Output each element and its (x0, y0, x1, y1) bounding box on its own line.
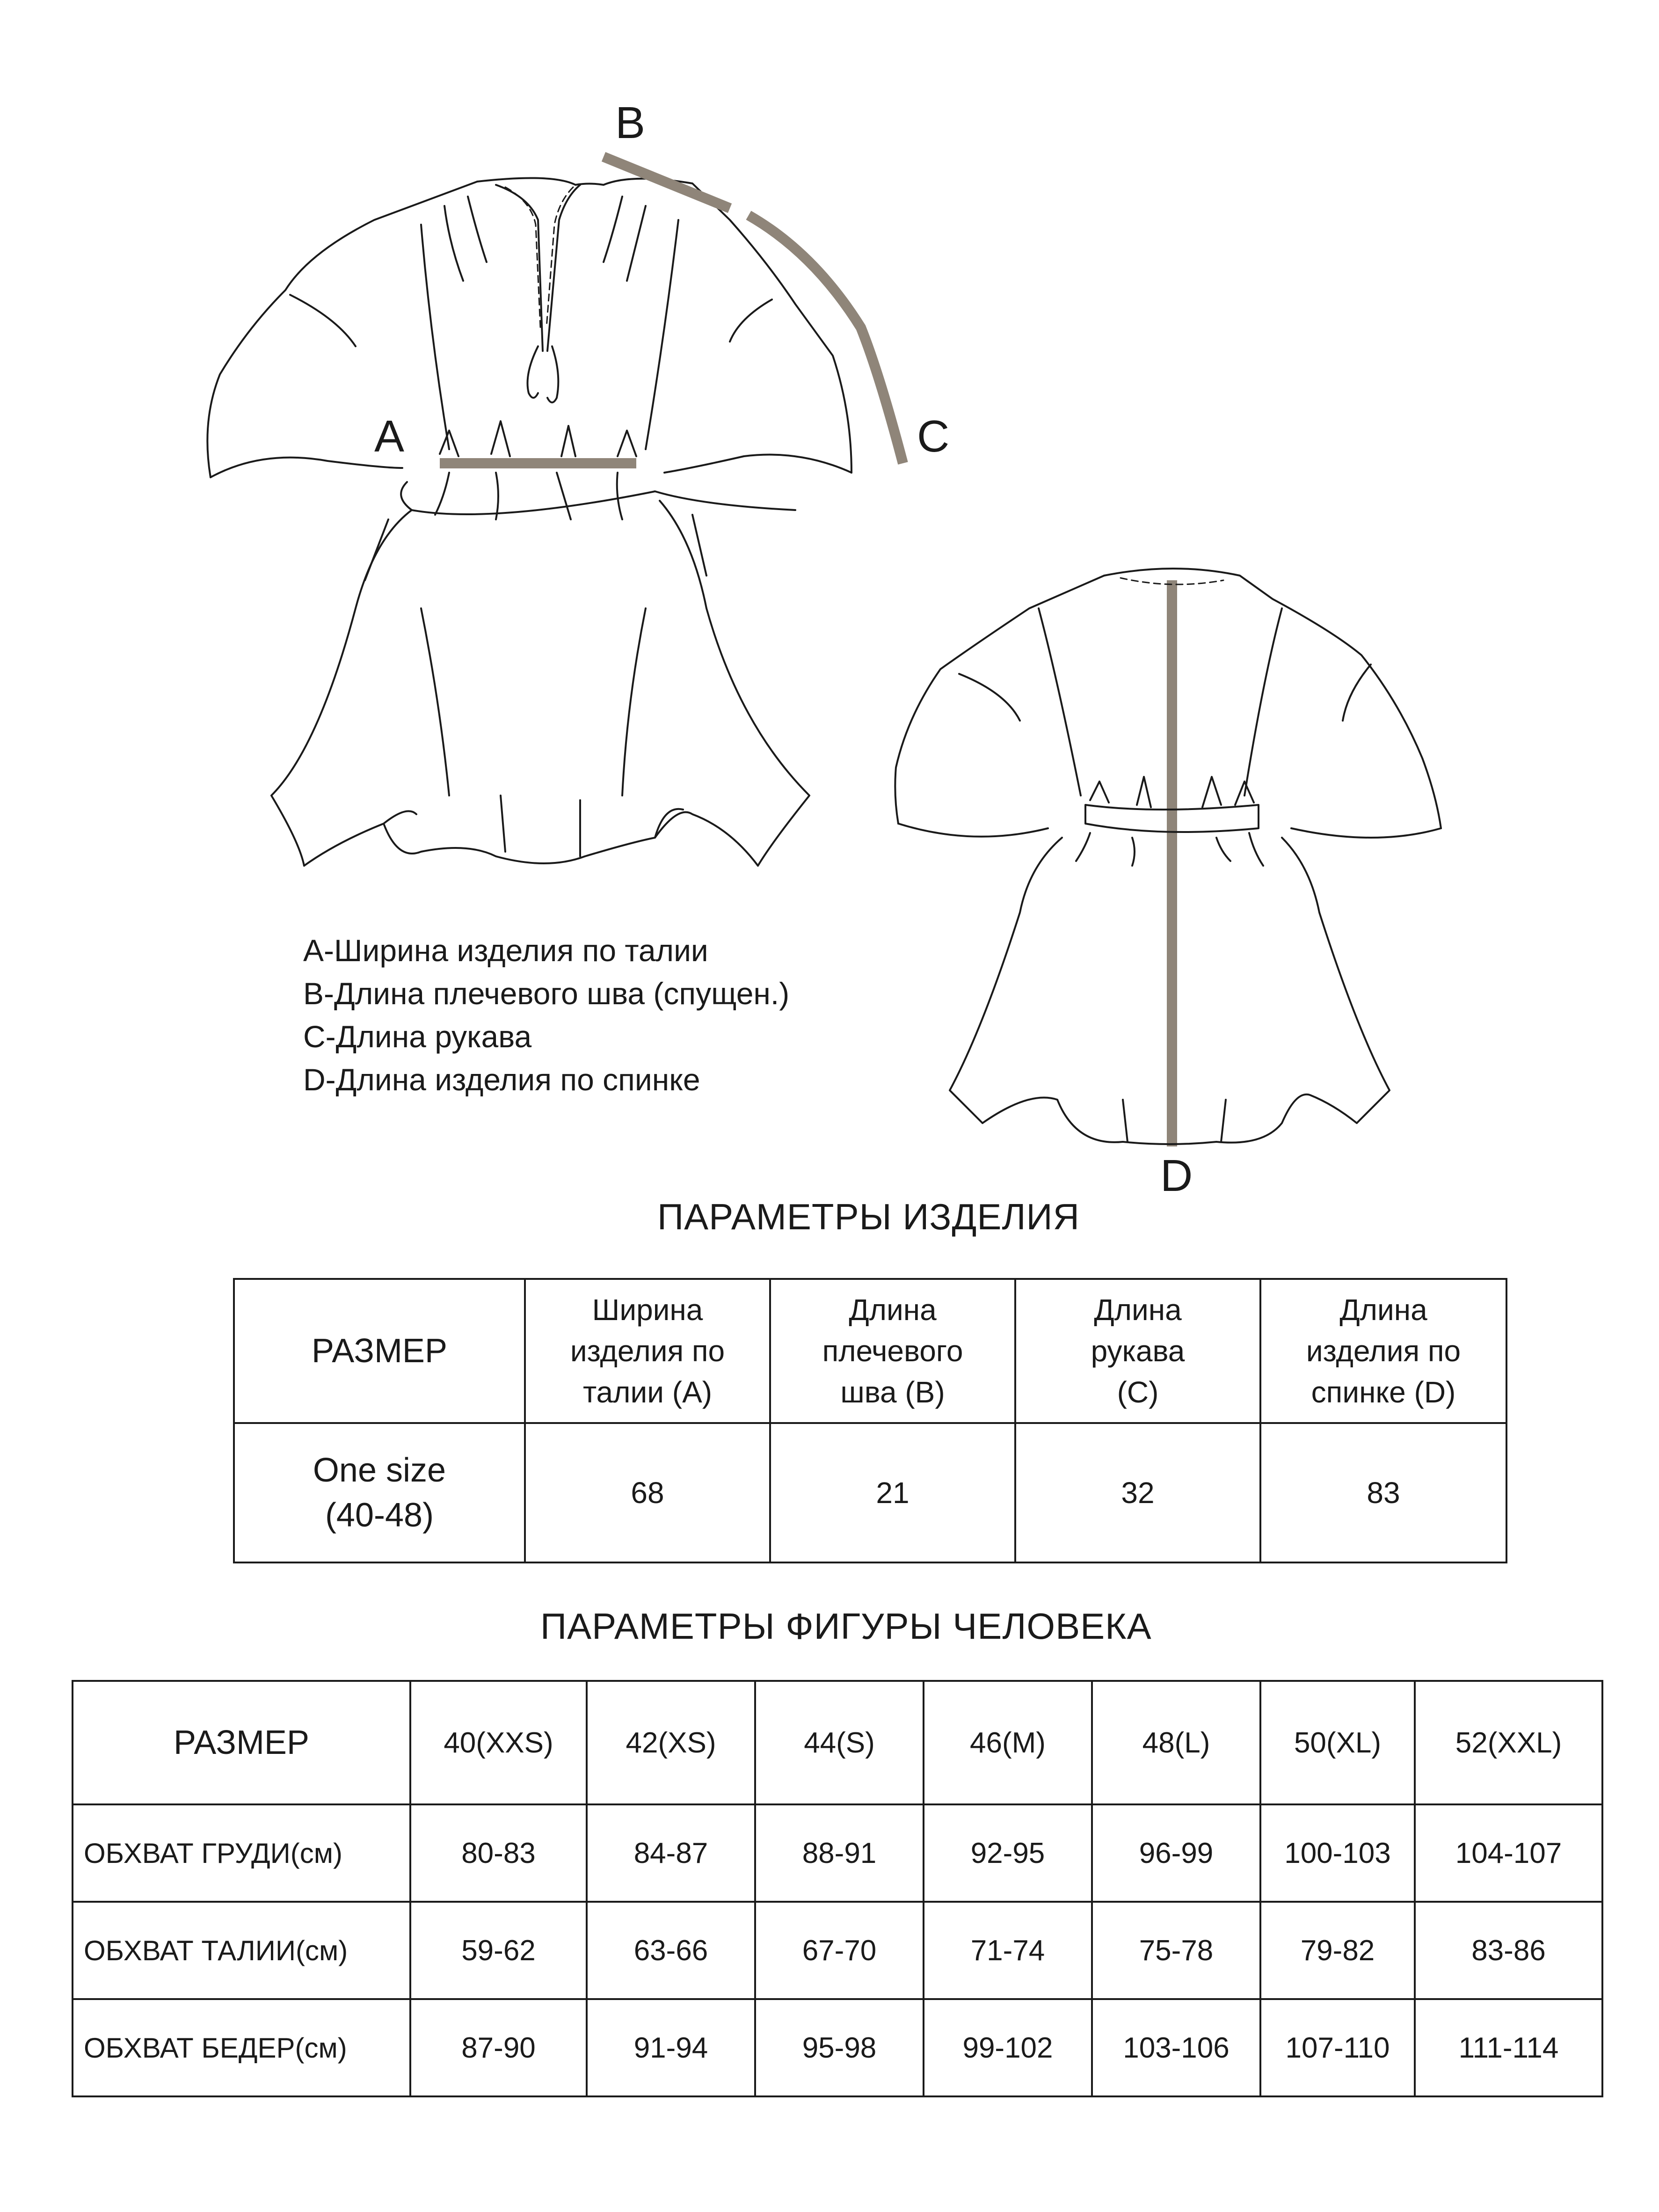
product-header-row (234, 1279, 1506, 1423)
table-cell: 111-114 (1415, 1999, 1602, 2096)
size-col: 46(M) (924, 1681, 1092, 1804)
table-row (73, 1804, 1602, 1902)
table-cell: 88-91 (755, 1804, 924, 1902)
body-header-row (73, 1681, 1602, 1804)
table-cell: 92-95 (924, 1804, 1092, 1902)
size-col: 48(L) (1092, 1681, 1260, 1804)
table-cell: 83-86 (1415, 1902, 1602, 1999)
product-value-row (234, 1423, 1506, 1562)
product-col-sleeve-length: Длина рукава (С) (1015, 1279, 1260, 1423)
body-size-header: РАЗМЕР (73, 1681, 410, 1804)
row-label-hips: ОБХВАТ БЕДЕР(см) (73, 1999, 410, 2096)
row-label-chest: ОБХВАТ ГРУДИ(см) (73, 1804, 410, 1902)
product-col-shoulder-length: Длина плечевого шва (В) (770, 1279, 1015, 1423)
table-cell: 79-82 (1260, 1902, 1415, 1999)
product-value-c: 32 (1015, 1423, 1260, 1562)
measure-c-line (749, 215, 903, 463)
row-label-waist: ОБХВАТ ТАЛИИ(см) (73, 1902, 410, 1999)
product-size-value: One size (40-48) (234, 1423, 525, 1562)
table-cell: 99-102 (924, 1999, 1092, 2096)
measurement-legend (303, 929, 789, 1101)
product-col-back-length: Длина изделия по спинке (D) (1260, 1279, 1506, 1423)
label-c: C (917, 411, 950, 461)
table-cell: 80-83 (410, 1804, 587, 1902)
table-cell: 67-70 (755, 1902, 924, 1999)
product-col-waist-width: Ширина изделия по талии (А) (525, 1279, 770, 1423)
size-col: 40(XXS) (410, 1681, 587, 1804)
product-value-a: 68 (525, 1423, 770, 1562)
table-cell: 103-106 (1092, 1999, 1260, 2096)
table-row (73, 1902, 1602, 1999)
table-cell: 71-74 (924, 1902, 1092, 1999)
product-size-header: РАЗМЕР (234, 1279, 525, 1423)
product-params-table (233, 1278, 1507, 1563)
front-view-sketch (207, 178, 851, 866)
table-cell: 63-66 (587, 1902, 755, 1999)
table-cell: 75-78 (1092, 1902, 1260, 1999)
table-cell: 84-87 (587, 1804, 755, 1902)
label-a: A (374, 411, 405, 461)
size-col: 44(S) (755, 1681, 924, 1804)
product-value-b: 21 (770, 1423, 1015, 1562)
legend-item-a: A-Ширина изделия по талии (303, 933, 708, 968)
table-cell: 96-99 (1092, 1804, 1260, 1902)
product-value-d: 83 (1260, 1423, 1506, 1562)
table-cell: 59-62 (410, 1902, 587, 1999)
legend-item-d: D-Длина изделия по спинке (303, 1062, 700, 1097)
table-cell: 107-110 (1260, 1999, 1415, 2096)
table-cell: 87-90 (410, 1999, 587, 2096)
measure-b-line (604, 157, 730, 208)
size-col: 50(XL) (1260, 1681, 1415, 1804)
size-col: 42(XS) (587, 1681, 755, 1804)
body-params-table (72, 1680, 1603, 2097)
label-d: D (1160, 1151, 1193, 1201)
table-cell: 100-103 (1260, 1804, 1415, 1902)
table-cell: 104-107 (1415, 1804, 1602, 1902)
legend-item-b: B-Длина плечевого шва (спущен.) (303, 976, 790, 1011)
legend-item-c: C-Длина рукава (303, 1019, 532, 1054)
label-b: B (615, 98, 646, 148)
table-cell: 95-98 (755, 1999, 924, 2096)
body-params-title: ПАРАМЕТРЫ ФИГУРЫ ЧЕЛОВЕКА (540, 1606, 1152, 1647)
size-col: 52(XXL) (1415, 1681, 1602, 1804)
product-params-title: ПАРАМЕТРЫ ИЗДЕЛИЯ (657, 1196, 1080, 1237)
table-cell: 91-94 (587, 1999, 755, 2096)
table-row (73, 1999, 1602, 2096)
